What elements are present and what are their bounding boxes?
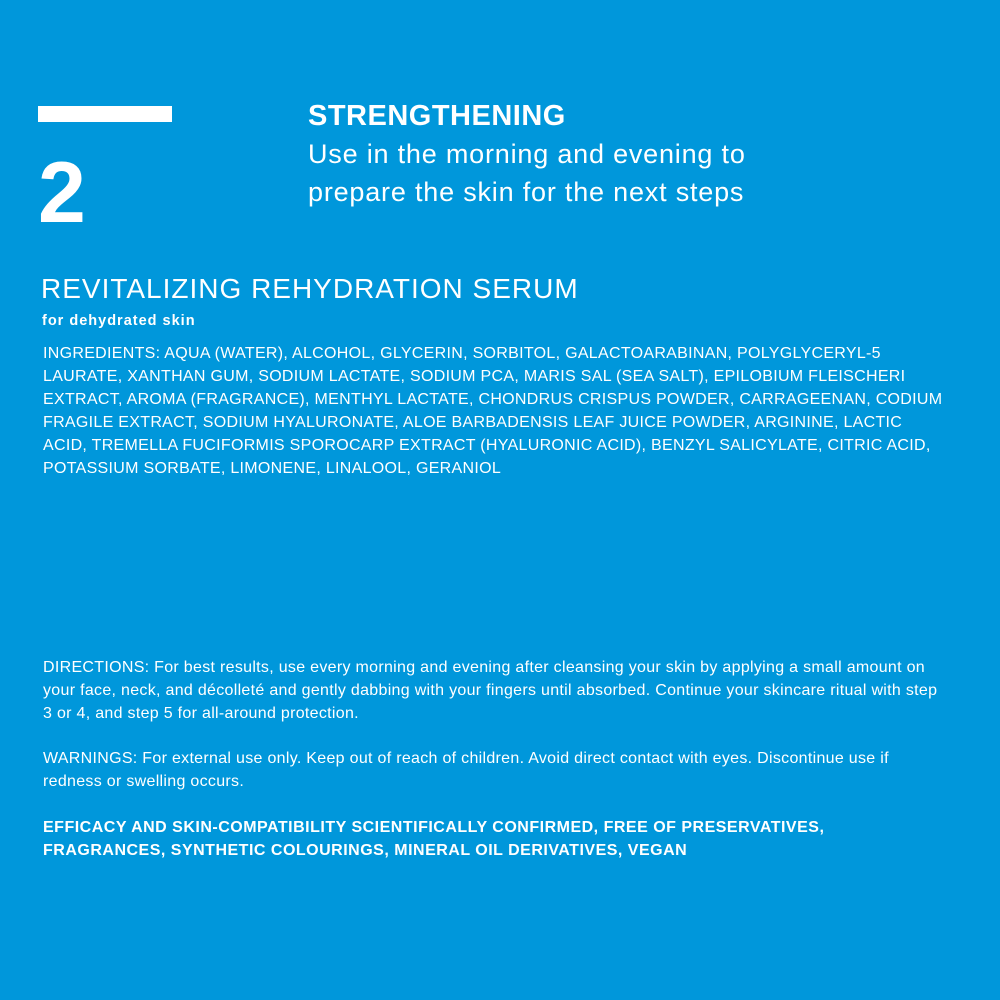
step-heading-block — [308, 98, 948, 211]
product-subtitle: for dehydrated skin — [42, 313, 196, 329]
step-title: STRENGTHENING — [308, 100, 566, 132]
claims-text: EFFICACY AND SKIN-COMPATIBILITY SCIENTIFICALLY CONFIRMED, FREE OF PRESERVATIVES, FRAGRANCES, SYNTHETIC COLOURINGS, MINERAL OIL DERIVATIVES, VEGAN — [43, 819, 825, 859]
step-indicator-bar — [38, 106, 172, 122]
ingredients-list: INGREDIENTS: AQUA (WATER), ALCOHOL, GLYCERIN, SORBITOL, GALACTOARABINAN, POLYGLYCERYL-5 LAURATE, XANTHAN GUM, SODIUM LACTATE, SODIUM PCA, MARIS SAL (SEA SALT), EPILOBIUM FLEISCHERI EXTRACT, AROMA (FRAGRANCE), MENTHYL LACTATE, CHONDRUS CRISPUS POWDER, CARRAGEENAN, CODIUM FRAGILE EXTRACT, SODIUM HYALURONATE, ALOE BARBADENSIS LEAF JUICE POWDER, ARGININE, LACTIC ACID, TREMELLA FUCIFORMIS SPOROCARP EXTRACT (HYALURONIC ACID), BENZYL SALICYLATE, CITRIC ACID, POTASSIUM SORBATE, LIMONENE, LINALOOL, GERANIOL — [43, 345, 943, 477]
directions-text: DIRECTIONS: For best results, use every morning and evening after cleansing your skin by applying a small amount on your face, neck, and décolleté and gently dabbing with your fingers until absorbed. Continue your skincare ritual with step 3 or 4, and step 5 for all-around protection. — [43, 659, 938, 722]
warnings-text: WARNINGS: For external use only. Keep out of reach of children. Avoid direct contact with eyes. Discontinue use if redness or swelling occurs. — [43, 750, 889, 790]
step-number: 2 — [38, 145, 85, 241]
product-name: REVITALIZING REHYDRATION SERUM — [41, 273, 579, 304]
step-description: Use in the morning and evening to prepare the skin for the next steps — [308, 139, 746, 207]
